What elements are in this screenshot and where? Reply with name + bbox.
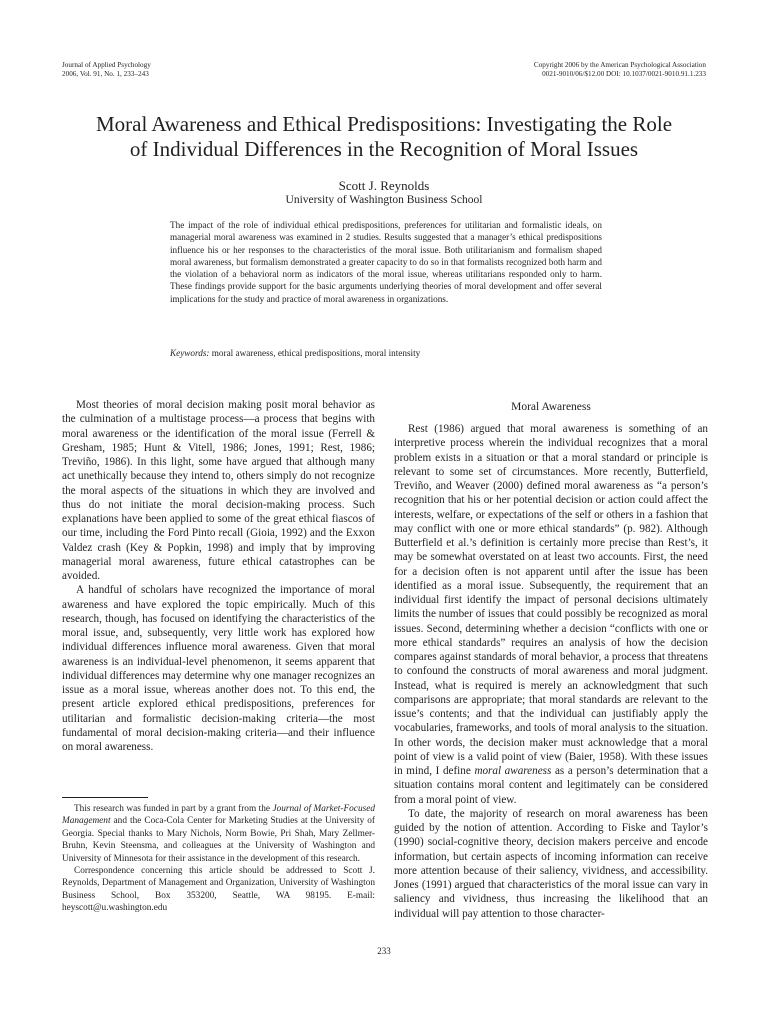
right-column <box>394 398 708 921</box>
correspondence-footnote: Correspondence concerning this article should be addressed to Scott J. Reynolds, Department of Management and Organization, University of Washington Business School, Box 353200, Seattle, WA 98195. E-mail: heyscott@u.washington.edu <box>62 866 375 914</box>
left-column <box>62 398 375 754</box>
footnote-rule <box>62 797 148 798</box>
footnote-text: and the Coca-Cola Center for Marketing Studies at the University of Georgia. Special thanks to Mary Nichols, Norm Bowie, Pri Shah, Mary Zellmer-Bruhn, Kevin Steensma, and colleagues at the University of Washington and University of Minnesota for their assistance in the development of this research. <box>62 816 375 864</box>
body-text: as a person’s determination that a situation contains moral content and legitimately can be considered from a moral point of view. <box>394 765 708 806</box>
copyright-notice <box>534 61 706 78</box>
copyright-line: Copyright 2006 by the American Psychological Association <box>533 61 706 69</box>
journal-volume: 2006, Vol. 91, No. 1, 233–243 <box>62 69 149 78</box>
journal-name: Journal of Applied Psychology <box>62 61 151 69</box>
body-paragraph: A handful of scholars have recognized the importance of moral awareness and have explored the topic empirically. Much of this research, though, has focused on identifying the characteristics of the moral issue, and, subsequently, very little work has explored how individual differences influence moral awareness. Given that moral awareness is an individual-level phenomenon, it seems apparent that individual differences may determine why one manager recognizes an issue as a moral issue, whereas another does not. To this end, the present article explored ethical predispositions, preferences for utilitarian and formalistic decision-making criteria—the most fundamental of moral decision-making criteria—and their influence on moral awareness. <box>62 584 375 753</box>
section-heading: Moral Awareness <box>511 401 591 413</box>
keywords-text: moral awareness, ethical predispositions, moral intensity <box>209 348 421 358</box>
body-text: Rest (1986) argued that moral awareness is something of an interpretive process wherein the individual recognizes that a moral problem exists in a situation or that a moral standard or principle is relevant to some set of circumstances. More recently, Butterfield, Treviño, and Weaver (2000) defined moral awareness as “a person’s recognition that his or her potential decision or action could affect the interests, welfare, or expectations of the self or others in a fashion that may conflict with one or more ethical standards” (p. 982). Although Butterfield et al.’s definition is certainly more precise than Rest’s, it may be somewhat overstated on at least two accounts. First, the need for a decision often is not apparent until after the issue has been identified as a moral issue. Subsequently, the requirement that an individual first identify the impact of personal decisions ultimately limits the number of issues that could possibly be recognized as moral issues. Second, determining whether a decision “conflicts with one or more ethical standards” requires an analysis of how the decision compares against standards of moral behavior, a process that threatens to confound the constructs of moral awareness and moral judgment. Instead, what is required is merely an acknowledgment that such comparisons are appropriate; that moral standards are relevant to the issue’s contents; and that the individual can justifiably apply the vocabularies, frameworks, and tools of moral analysis to the situation. In other words, the decision maker must acknowledge that a moral point of view is a valid point of view (Baier, 1958). With these issues in mind, I define <box>394 423 708 777</box>
keywords <box>170 347 602 359</box>
article-title <box>70 112 698 162</box>
body-paragraph: Most theories of moral decision making posit moral behavior as the culmination of a multistage process—a process that begins with moral awareness or the identification of the moral issue (Ferrell & Gresham, 1985; Hunt & Vitell, 1986; Jones, 1991; Rest, 1986; Treviño, 1986). In this light, some have argued that although many act unethically because they intend to, others simply do not recognize the moral aspects of the situations in which they are involved and thus do not initiate the moral decision-making process. Such explanations have been applied to some of the great ethical fiascos of our time, including the Ford Pinto recall (Gioia, 1992) and the Exxon Valdez crash (Key & Popkin, 1998) and imply that by improving managerial moral awareness, future ethical catastrophes can be avoided. <box>62 399 375 582</box>
author-affiliation: University of Washington Business School <box>285 194 483 206</box>
title-line-1: Moral Awareness and Ethical Predispositions: Investigating the Role <box>95 112 673 136</box>
defined-term: moral awareness <box>474 765 552 777</box>
funding-footnote <box>62 803 375 865</box>
footnote-text: This research was funded in part by a grant from the <box>74 804 273 814</box>
page-number: 233 <box>377 946 391 956</box>
body-paragraph <box>394 422 708 807</box>
title-line-2: of Individual Differences in the Recognition of Moral Issues <box>129 137 639 161</box>
footnotes <box>62 803 375 915</box>
footnote-journal: Journal of Market-Focused Management <box>62 804 375 827</box>
doi-line: 0021-9010/06/$12.00 DOI: 10.1037/0021-9010.91.1.233 <box>542 69 706 78</box>
keywords-label: Keywords: <box>170 348 210 358</box>
author-name: Scott J. Reynolds <box>338 178 430 193</box>
abstract: The impact of the role of individual ethical predispositions, preferences for utilitarian and formalistic ideals, on managerial moral awareness was examined in 2 studies. Results suggested that a manager’s ethical predispositions influence his or her responses to the characteristics of the moral issue. Both utilitarianism and formalism shaped moral awareness, but formalism demonstrated a greater capacity to do so in that formalists recognized both harm and the violation of a behavioral norm as indicators of the moral issue, whereas utilitarians responded only to harm. These findings provide support for the basic arguments underlying theories of moral development and offer several implications for the study and practice of moral awareness in organizations. <box>170 220 602 304</box>
body-paragraph: To date, the majority of research on moral awareness has been guided by the notion of attention. According to Fiske and Taylor’s (1990) social-cognitive theory, decision makers perceive and encode information, but certain aspects of incoming information can receive more attention because of their saliency, vividness, and accessibility. Jones (1991) argued that characteristics of the moral issue can vary in saliency and vividness, thus increasing the likelihood that an individual will pay attention to those character- <box>394 807 708 920</box>
journal-citation <box>62 61 151 78</box>
